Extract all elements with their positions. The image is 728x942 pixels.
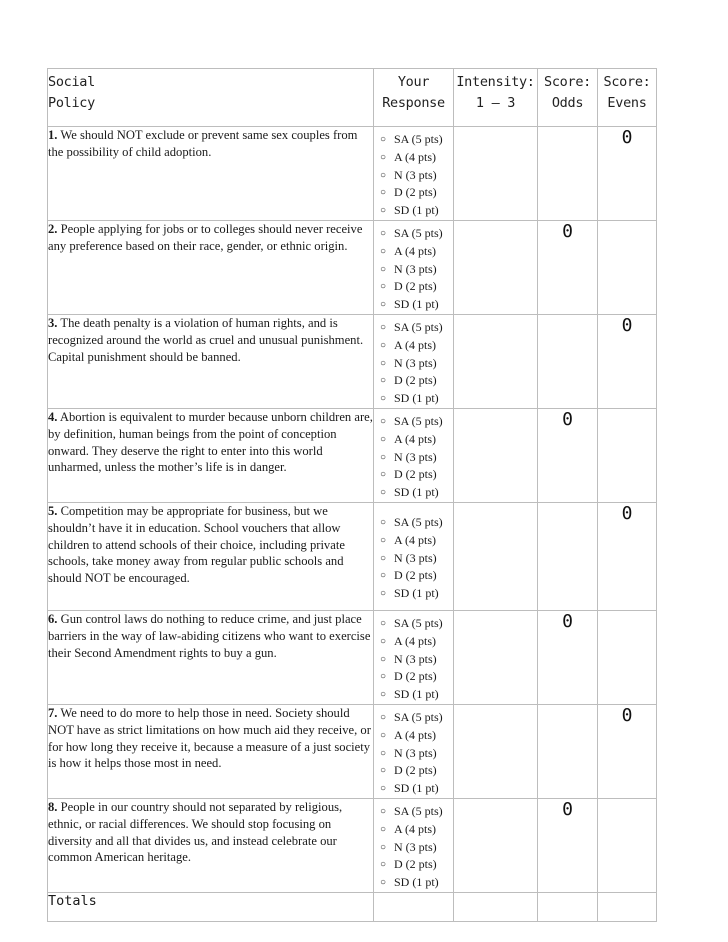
radio-circle-icon[interactable]: ○ bbox=[380, 134, 387, 145]
header-row bbox=[48, 69, 657, 127]
response-option-label: SA (5 pts) bbox=[394, 413, 443, 428]
response-option-label: N (3 pts) bbox=[394, 355, 437, 370]
response-option-label: SD (1 pt) bbox=[394, 485, 439, 500]
response-option-label: SD (1 pt) bbox=[394, 297, 439, 312]
response-option[interactable] bbox=[380, 466, 453, 484]
radio-circle-icon[interactable]: ○ bbox=[380, 859, 387, 871]
response-option[interactable] bbox=[380, 839, 453, 857]
response-option-label: N (3 pts) bbox=[394, 550, 437, 565]
header-text: Response bbox=[382, 95, 445, 111]
radio-circle-icon[interactable]: ○ bbox=[380, 783, 387, 795]
radio-circle-icon[interactable]: ○ bbox=[380, 588, 387, 600]
response-cell bbox=[374, 798, 454, 892]
response-option[interactable] bbox=[380, 550, 453, 568]
intensity-cell[interactable] bbox=[454, 408, 538, 502]
radio-circle-icon[interactable]: ○ bbox=[380, 765, 387, 777]
radio-circle-icon[interactable]: ○ bbox=[380, 635, 387, 647]
totals-label: Totals bbox=[48, 892, 374, 921]
radio-circle-icon[interactable]: ○ bbox=[380, 516, 387, 528]
response-option[interactable] bbox=[380, 585, 453, 603]
statement-cell bbox=[48, 127, 374, 221]
response-option-label: SA (5 pts) bbox=[394, 319, 443, 334]
response-option[interactable] bbox=[380, 615, 453, 633]
header-your-response bbox=[374, 69, 454, 127]
intensity-cell[interactable] bbox=[454, 220, 538, 314]
response-option[interactable] bbox=[380, 243, 453, 261]
response-cell bbox=[374, 704, 454, 798]
score-odds-cell bbox=[538, 314, 598, 408]
radio-circle-icon[interactable]: ○ bbox=[380, 169, 387, 181]
radio-circle-icon[interactable]: ○ bbox=[380, 415, 387, 427]
response-option-label: SD (1 pt) bbox=[394, 781, 439, 796]
response-option-label: D (2 pts) bbox=[394, 467, 437, 482]
statement-cell bbox=[48, 704, 374, 798]
response-option[interactable] bbox=[380, 431, 453, 449]
statement-cell bbox=[48, 408, 374, 502]
intensity-cell[interactable] bbox=[454, 127, 538, 221]
response-options bbox=[374, 611, 453, 704]
response-options bbox=[374, 799, 453, 892]
radio-circle-icon[interactable]: ○ bbox=[380, 841, 387, 853]
table-row bbox=[48, 798, 657, 892]
response-option[interactable] bbox=[380, 225, 453, 243]
response-option[interactable] bbox=[380, 372, 453, 390]
statement-number: 8. bbox=[48, 799, 58, 814]
statement-number: 7. bbox=[48, 705, 58, 720]
statement-number: 4. bbox=[48, 409, 58, 424]
statement-text: Competition may be appropriate for business, but we shouldn’t have it in education. School vouchers that allow children to attend schools of their choice, including private schools, take money away from regular public schools and should NOT be encouraged. bbox=[48, 503, 345, 586]
table-row bbox=[48, 704, 657, 798]
statement-number: 3. bbox=[48, 315, 58, 330]
statement-text: Abortion is equivalent to murder because unborn children are, by definition, human beings from the point of conception onward. They deserve the right to enter into this world unharmed, unless the mother’s life is in danger. bbox=[48, 409, 373, 475]
score-odds-cell: 0 bbox=[538, 798, 598, 892]
radio-circle-icon[interactable]: ○ bbox=[380, 357, 387, 369]
statement-text: Gun control laws do nothing to reduce crime, and just place barriers in the way of law-abiding citizens who want to exercise their Second Amendment rights to buy a gun. bbox=[48, 611, 371, 660]
totals-response-cell bbox=[374, 892, 454, 921]
header-intensity bbox=[454, 69, 538, 127]
response-option-label: A (4 pts) bbox=[394, 431, 436, 446]
radio-circle-icon[interactable]: ○ bbox=[380, 534, 387, 546]
radio-circle-icon[interactable]: ○ bbox=[380, 729, 387, 741]
response-option[interactable] bbox=[380, 668, 453, 686]
score-evens-cell bbox=[598, 798, 657, 892]
response-option-label: SA (5 pts) bbox=[394, 803, 443, 818]
totals-row bbox=[48, 892, 657, 921]
score-evens-cell bbox=[598, 220, 657, 314]
response-option-label: D (2 pts) bbox=[394, 669, 437, 684]
radio-circle-icon[interactable]: ○ bbox=[380, 321, 387, 333]
radio-circle-icon[interactable]: ○ bbox=[380, 877, 387, 889]
totals-intensity-cell[interactable] bbox=[454, 892, 538, 921]
response-option[interactable] bbox=[380, 278, 453, 296]
response-option-label: D (2 pts) bbox=[394, 857, 437, 872]
table-row bbox=[48, 314, 657, 408]
header-text: Intensity: bbox=[456, 74, 535, 90]
radio-circle-icon[interactable]: ○ bbox=[380, 747, 387, 759]
score-odds-cell: 0 bbox=[538, 610, 598, 704]
header-text: Your bbox=[397, 74, 430, 90]
response-option[interactable] bbox=[380, 727, 453, 745]
radio-circle-icon[interactable]: ○ bbox=[380, 570, 387, 582]
intensity-cell[interactable] bbox=[454, 502, 538, 610]
header-text: Score: bbox=[603, 74, 651, 90]
response-cell bbox=[374, 610, 454, 704]
intensity-cell[interactable] bbox=[454, 704, 538, 798]
response-option-label: D (2 pts) bbox=[394, 568, 437, 583]
response-option-label: D (2 pts) bbox=[394, 185, 437, 200]
intensity-cell[interactable] bbox=[454, 798, 538, 892]
score-evens-cell bbox=[598, 610, 657, 704]
response-option-label: D (2 pts) bbox=[394, 279, 437, 294]
statement-text: We should NOT exclude or prevent same sex couples from the possibility of child adoption. bbox=[48, 128, 358, 159]
response-option[interactable] bbox=[380, 762, 453, 780]
response-option[interactable] bbox=[380, 514, 453, 532]
response-option-label: N (3 pts) bbox=[394, 839, 437, 854]
radio-circle-icon[interactable]: ○ bbox=[380, 805, 387, 817]
response-option[interactable] bbox=[380, 780, 453, 798]
header-text: 1 – 3 bbox=[475, 95, 516, 111]
radio-circle-icon[interactable]: ○ bbox=[380, 187, 387, 199]
response-option[interactable] bbox=[380, 651, 453, 669]
response-options bbox=[374, 510, 453, 603]
statement-number: 6. bbox=[48, 611, 58, 626]
header-social-policy bbox=[48, 69, 374, 127]
radio-circle-icon[interactable]: ○ bbox=[380, 299, 387, 311]
table-row bbox=[48, 502, 657, 610]
radio-circle-icon[interactable]: ○ bbox=[380, 469, 387, 481]
response-options bbox=[374, 705, 453, 798]
intensity-cell[interactable] bbox=[454, 610, 538, 704]
statement-text: People applying for jobs or to colleges should never receive any preference based on their race, gender, or ethnic origin. bbox=[48, 221, 363, 253]
response-option[interactable] bbox=[380, 131, 453, 149]
response-option-label: A (4 pts) bbox=[394, 633, 436, 648]
statement-cell bbox=[48, 314, 374, 408]
response-option-label: A (4 pts) bbox=[394, 821, 436, 836]
response-cell bbox=[374, 314, 454, 408]
response-option[interactable] bbox=[380, 874, 453, 892]
response-option[interactable] bbox=[380, 319, 453, 337]
score-odds-cell bbox=[538, 502, 598, 610]
table-row bbox=[48, 127, 657, 221]
response-option[interactable] bbox=[380, 633, 453, 651]
response-cell bbox=[374, 502, 454, 610]
response-option[interactable] bbox=[380, 821, 453, 839]
score-evens-cell: 0 bbox=[598, 502, 657, 610]
radio-circle-icon[interactable]: ○ bbox=[380, 451, 387, 463]
statement-cell bbox=[48, 610, 374, 704]
response-option-label: A (4 pts) bbox=[394, 149, 436, 164]
response-option[interactable] bbox=[380, 709, 453, 727]
statement-text: We need to do more to help those in need. Society should NOT have as strict limitations on how much aid they receive, or for how long they receive it, because a measure of a just society is how it helps those most in need. bbox=[48, 705, 371, 771]
response-option-label: A (4 pts) bbox=[394, 727, 436, 742]
radio-circle-icon[interactable]: ○ bbox=[380, 227, 387, 239]
response-option[interactable] bbox=[380, 149, 453, 167]
radio-circle-icon[interactable]: ○ bbox=[380, 823, 387, 835]
score-odds-cell bbox=[538, 127, 598, 221]
score-evens-cell: 0 bbox=[598, 127, 657, 221]
statement-cell bbox=[48, 502, 374, 610]
radio-circle-icon[interactable]: ○ bbox=[380, 205, 387, 217]
statement-number: 5. bbox=[48, 503, 58, 518]
response-option-label: A (4 pts) bbox=[394, 532, 436, 547]
response-option-label: SD (1 pt) bbox=[394, 203, 439, 218]
response-option-label: N (3 pts) bbox=[394, 261, 437, 276]
radio-circle-icon[interactable]: ○ bbox=[380, 263, 387, 275]
response-cell bbox=[374, 220, 454, 314]
table-row bbox=[48, 220, 657, 314]
response-option[interactable] bbox=[380, 167, 453, 185]
social-policy-table bbox=[47, 68, 657, 922]
response-option[interactable] bbox=[380, 532, 453, 550]
header-text: Social bbox=[48, 74, 95, 90]
response-option-label: D (2 pts) bbox=[394, 763, 437, 778]
response-option[interactable] bbox=[380, 686, 453, 704]
radio-circle-icon[interactable]: ○ bbox=[380, 393, 387, 405]
radio-circle-icon[interactable]: ○ bbox=[380, 281, 387, 293]
score-evens-cell bbox=[598, 408, 657, 502]
response-option[interactable] bbox=[380, 390, 453, 408]
response-option-label: SA (5 pts) bbox=[394, 709, 443, 724]
header-score-odds bbox=[538, 69, 598, 127]
response-options bbox=[374, 409, 453, 502]
radio-circle-icon[interactable]: ○ bbox=[380, 689, 387, 701]
response-option-label: N (3 pts) bbox=[394, 167, 437, 182]
radio-circle-icon[interactable]: ○ bbox=[380, 653, 387, 665]
response-option-label: SD (1 pt) bbox=[394, 875, 439, 890]
response-option[interactable] bbox=[380, 413, 453, 431]
statement-cell bbox=[48, 798, 374, 892]
response-option-label: SA (5 pts) bbox=[394, 514, 443, 529]
score-odds-cell: 0 bbox=[538, 220, 598, 314]
score-odds-cell bbox=[538, 704, 598, 798]
response-option[interactable] bbox=[380, 567, 453, 585]
header-text: Score: bbox=[544, 74, 591, 90]
score-evens-cell: 0 bbox=[598, 704, 657, 798]
response-option-label: D (2 pts) bbox=[394, 373, 437, 388]
response-cell bbox=[374, 408, 454, 502]
radio-circle-icon[interactable]: ○ bbox=[380, 245, 387, 257]
response-option-label: SA (5 pts) bbox=[394, 615, 443, 630]
response-option-label: N (3 pts) bbox=[394, 449, 437, 464]
response-option-label: SD (1 pt) bbox=[394, 391, 439, 406]
response-options bbox=[374, 127, 453, 220]
response-option[interactable] bbox=[380, 484, 453, 502]
response-option[interactable] bbox=[380, 296, 453, 314]
response-option[interactable] bbox=[380, 355, 453, 373]
response-option-label: N (3 pts) bbox=[394, 745, 437, 760]
response-option-label: SD (1 pt) bbox=[394, 687, 439, 702]
radio-circle-icon[interactable]: ○ bbox=[380, 433, 387, 445]
score-evens-cell: 0 bbox=[598, 314, 657, 408]
radio-circle-icon[interactable]: ○ bbox=[380, 552, 387, 564]
response-option-label: SA (5 pts) bbox=[394, 132, 443, 146]
totals-odds-cell bbox=[538, 892, 598, 921]
score-odds-cell: 0 bbox=[538, 408, 598, 502]
response-option[interactable] bbox=[380, 745, 453, 763]
statement-text: The death penalty is a violation of human rights, and is recognized around the world as cruel and unusual punishment. Capital punishment should be banned. bbox=[48, 315, 364, 364]
intensity-cell[interactable] bbox=[454, 314, 538, 408]
response-option[interactable] bbox=[380, 856, 453, 874]
table-row bbox=[48, 408, 657, 502]
response-cell bbox=[374, 127, 454, 221]
statement-text: People in our country should not separated by religious, ethnic, or racial differences. We should stop focusing on diversity and all that divides us, and instead celebrate our common American heritage. bbox=[48, 799, 343, 865]
table-row bbox=[48, 610, 657, 704]
response-option[interactable] bbox=[380, 184, 453, 202]
header-text: Odds bbox=[551, 95, 584, 111]
response-option-label: A (4 pts) bbox=[394, 337, 436, 352]
response-option[interactable] bbox=[380, 337, 453, 355]
header-text: Policy bbox=[48, 95, 95, 111]
response-option-label: SD (1 pt) bbox=[394, 586, 439, 601]
totals-evens-cell bbox=[598, 892, 657, 921]
response-options bbox=[374, 315, 453, 408]
response-option-label: A (4 pts) bbox=[394, 243, 436, 258]
response-option-label: SA (5 pts) bbox=[394, 225, 443, 240]
response-option[interactable] bbox=[380, 202, 453, 220]
header-text: Evens bbox=[607, 95, 647, 111]
statement-number: 2. bbox=[48, 221, 58, 236]
response-option-label: N (3 pts) bbox=[394, 651, 437, 666]
radio-circle-icon[interactable]: ○ bbox=[380, 487, 387, 499]
radio-circle-icon[interactable]: ○ bbox=[380, 711, 387, 723]
radio-circle-icon[interactable]: ○ bbox=[380, 617, 387, 629]
response-options bbox=[374, 221, 453, 314]
response-option[interactable] bbox=[380, 261, 453, 279]
radio-circle-icon[interactable]: ○ bbox=[380, 375, 387, 387]
radio-circle-icon[interactable]: ○ bbox=[380, 151, 387, 163]
statement-number: 1. bbox=[48, 128, 58, 142]
header-score-evens bbox=[598, 69, 657, 127]
statement-cell bbox=[48, 220, 374, 314]
radio-circle-icon[interactable]: ○ bbox=[380, 339, 387, 351]
response-option[interactable] bbox=[380, 449, 453, 467]
response-option[interactable] bbox=[380, 803, 453, 821]
radio-circle-icon[interactable]: ○ bbox=[380, 671, 387, 683]
